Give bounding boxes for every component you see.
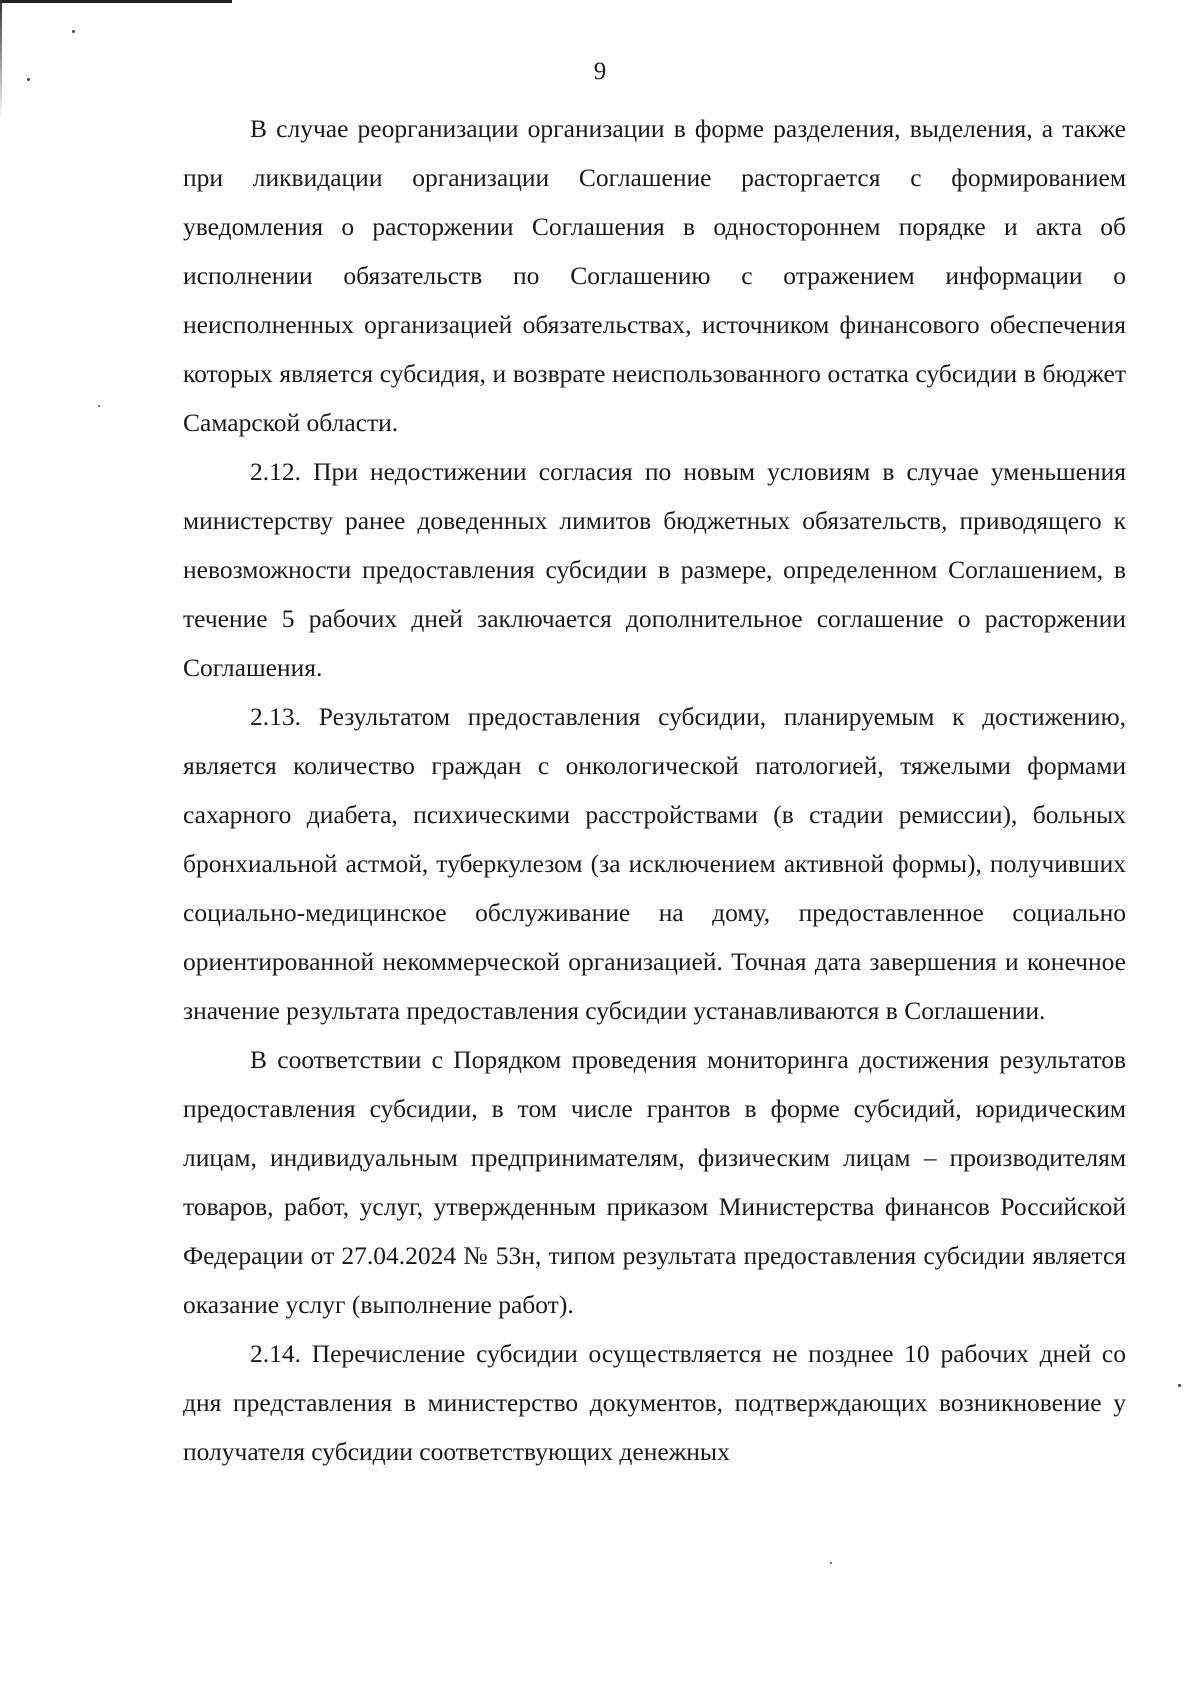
scan-speck (1178, 1384, 1181, 1387)
paragraph-2-14: 2.14. Перечисление субсидии осуществляется не позднее 10 рабочих дней со дня представления в министерство документов, подтверждающих возникновение у получателя субсидии соответствующих денежных (183, 1339, 1126, 1466)
scan-speck (98, 405, 100, 407)
paragraph-2-13: 2.13. Результатом предоставления субсидии, планируемым к достижению, является количество граждан с онкологической патологией, тяжелыми формами сахарного диабета, психическими расстройствами (в стадии ремиссии), больных бронхиальной астмой, туберкулезом (за исключением активной формы), получивших социально-медицинское обслуживание на дому, предоставленное социально ориентированной некоммерческой организацией. Точная дата завершения и конечное значение результата предоставления субсидии устанавливаются в Соглашении. (183, 702, 1126, 1025)
paragraph-monitoring: В соответствии с Порядком проведения мониторинга достижения результатов предоставления субсидии, в том числе грантов в форме субсидий, юридическим лицам, индивидуальным предпринимателям, физическим лицам – производителям товаров, работ, услуг, утвержденным приказом Министерства финансов Российской Федерации от 27.04.2024 № 53н, типом результата предоставления субсидии является оказание услуг (выполнение работ). (183, 1045, 1126, 1319)
scan-speck (72, 30, 75, 33)
paragraph-reorganization: В случае реорганизации организации в форме разделения, выделения, а также при ликвидации организации Соглашение расторгается с формированием уведомления о расторжении Соглашения в одностороннем порядке и акта об исполнении обязательств по Соглашению с отражением информации о неисполненных организацией обязательствах, источником финансового обеспечения которых является субсидия, и возврате неиспользованного остатка субсидии в бюджет Самарской области. (183, 114, 1126, 437)
page-number: 9 (593, 58, 607, 85)
scan-speck (830, 1562, 832, 1564)
document-body (183, 104, 1126, 1476)
scan-edge-top (0, 0, 232, 3)
paragraph-2-12: 2.12. При недостижении согласия по новым условиям в случае уменьшения министерству ранее доведенных лимитов бюджетных обязательств, приводящего к невозможности предоставления субсидии в размере, определенном Соглашением, в течение 5 рабочих дней заключается дополнительное соглашение о расторжении Соглашения. (183, 457, 1126, 682)
